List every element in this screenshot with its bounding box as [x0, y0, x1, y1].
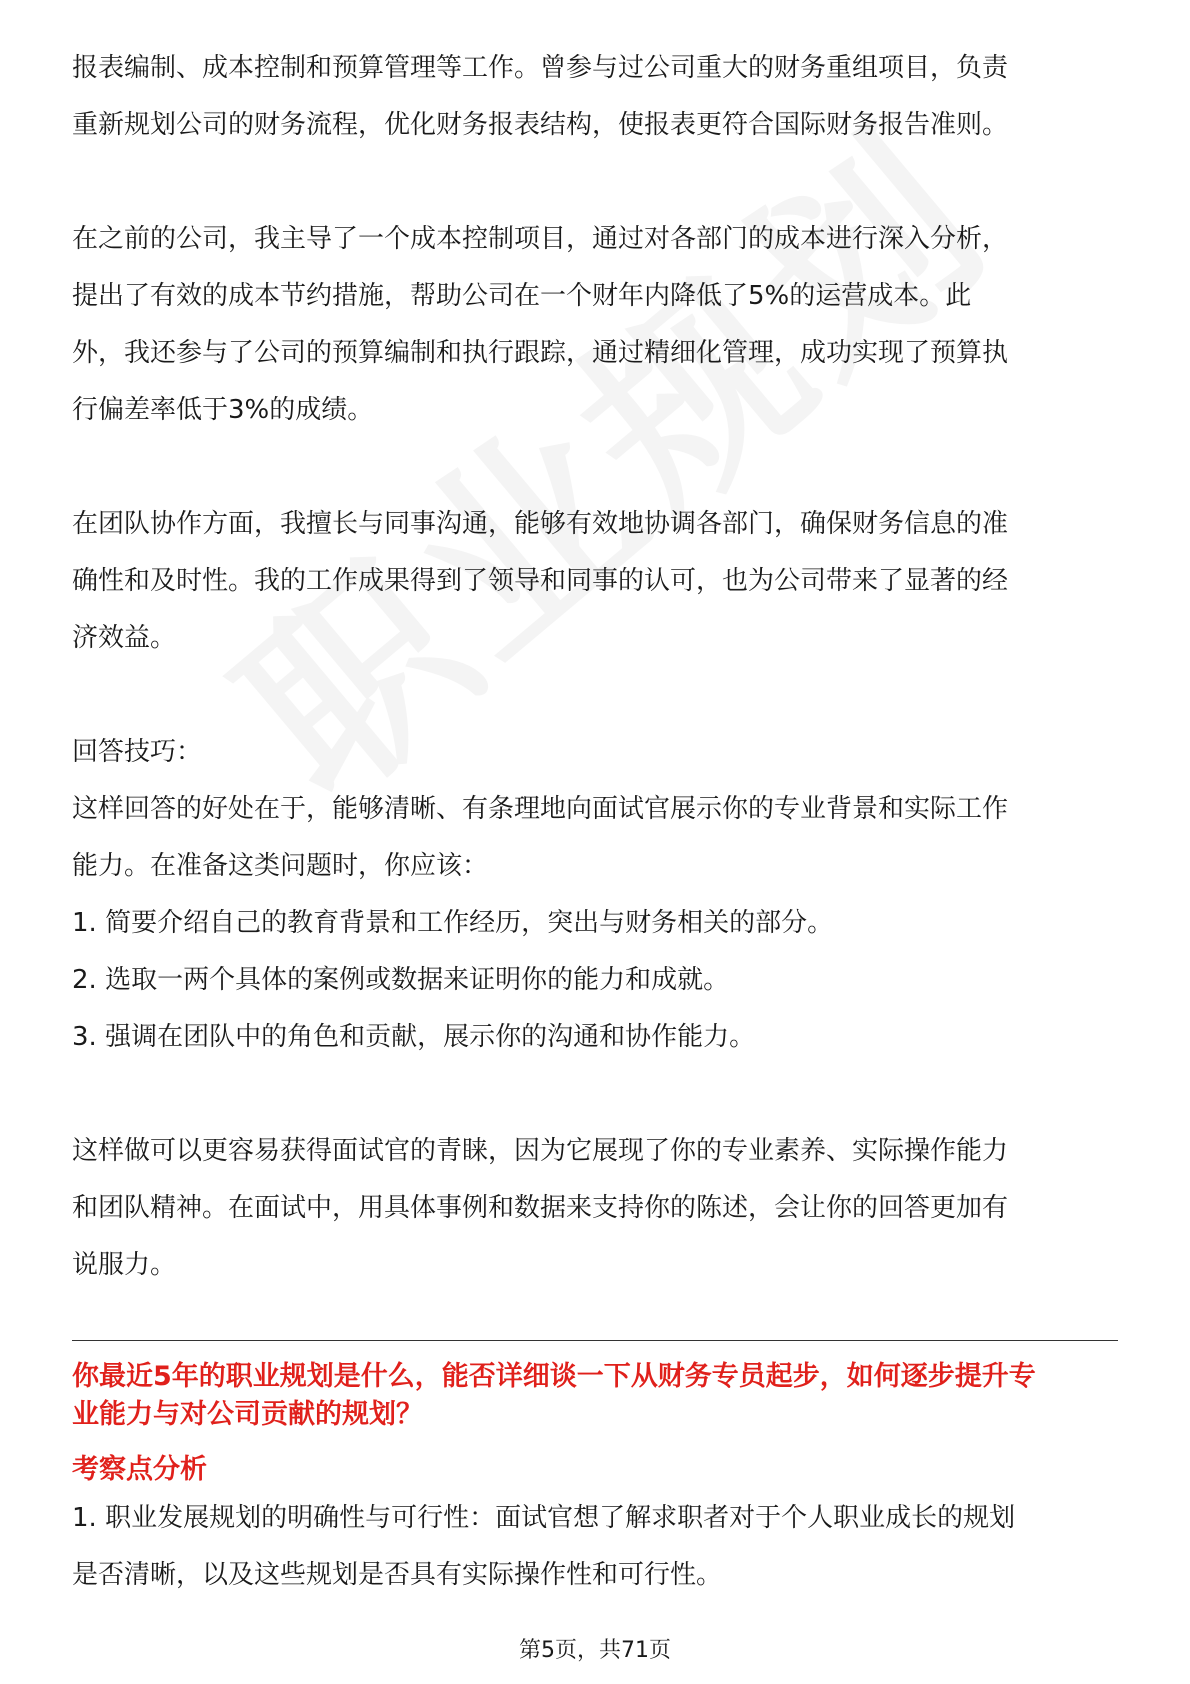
- spacer: [72, 439, 1118, 496]
- spacer: [72, 154, 1118, 211]
- paragraph-line: 行偏差率低于3%的成绩。: [72, 395, 374, 425]
- question-line: 你最近5年的职业规划是什么，能否详细谈一下从财务专员起步，如何逐步提升专: [72, 1361, 1036, 1392]
- analysis-body: [72, 1490, 1118, 1604]
- section-divider: [72, 1340, 1118, 1341]
- list-item: 1. 简要介绍自己的教育背景和工作经历，突出与财务相关的部分。: [72, 908, 834, 938]
- analysis-title: 考察点分析: [72, 1454, 207, 1485]
- paragraph-line: 重新规划公司的财务流程，优化财务报表结构，使报表更符合国际财务报告准则。: [72, 110, 1009, 140]
- paragraph-line: 这样做可以更容易获得面试官的青睐，因为它展现了你的专业素养、实际操作能力: [72, 1136, 1009, 1166]
- page-number: 第5页，共71页: [519, 1638, 671, 1663]
- paragraph-line: 在之前的公司，我主导了一个成本控制项目，通过对各部门的成本进行深入分析，: [72, 224, 1009, 254]
- list-item: 3. 强调在团队中的角色和贡献，展示你的沟通和协作能力。: [72, 1022, 756, 1052]
- paragraph-line: 和团队精神。在面试中，用具体事例和数据来支持你的陈述，会让你的回答更加有: [72, 1193, 1009, 1223]
- paragraph-line: 济效益。: [72, 623, 177, 653]
- paragraph-line: 提出了有效的成本节约措施，帮助公司在一个财年内降低了5%的运营成本。此: [72, 281, 972, 311]
- paragraph-line: 报表编制、成本控制和预算管理等工作。曾参与过公司重大的财务重组项目，负责: [72, 53, 1009, 83]
- question-line: 业能力与对公司贡献的规划？: [72, 1399, 423, 1430]
- spacer: [72, 1066, 1118, 1123]
- paragraph-line: 在团队协作方面，我擅长与同事沟通，能够有效地协调各部门，确保财务信息的准: [72, 509, 1009, 539]
- paragraph-line: 外，我还参与了公司的预算编制和执行跟踪，通过精细化管理，成功实现了预算执: [72, 338, 1009, 368]
- question-heading: [72, 1358, 1118, 1434]
- paragraph-line: 确性和及时性。我的工作成果得到了领导和同事的认可，也为公司带来了显著的经: [72, 566, 1009, 596]
- analysis-line: 1. 职业发展规划的明确性与可行性：面试官想了解求职者对于个人职业成长的规划: [72, 1503, 1016, 1533]
- paragraph-line: 能力。在准备这类问题时，你应该：: [72, 851, 489, 881]
- analysis-line: 是否清晰，以及这些规划是否具有实际操作性和可行性。: [72, 1560, 723, 1590]
- spacer: [72, 667, 1118, 724]
- tips-title: 回答技巧：: [72, 737, 203, 767]
- list-item: 2. 选取一两个具体的案例或数据来证明你的能力和成就。: [72, 965, 730, 995]
- answer-body: [72, 40, 1118, 1294]
- paragraph-line: 说服力。: [72, 1250, 177, 1280]
- paragraph-line: 这样回答的好处在于，能够清晰、有条理地向面试官展示你的专业背景和实际工作: [72, 794, 1009, 824]
